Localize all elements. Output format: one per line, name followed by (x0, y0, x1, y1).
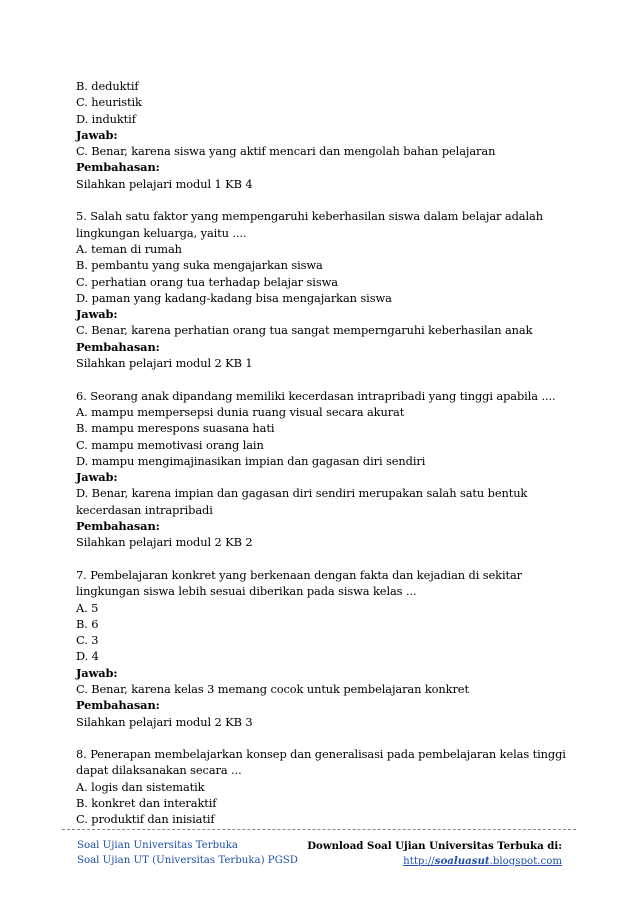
q8-option-b: B. konkret dan interaktif (76, 796, 217, 811)
q7-jawab: C. Benar, karena kelas 3 memang cocok untuk pembelajaran konkret (76, 681, 469, 696)
q8-option-c: C. produktif dan inisiatif (76, 812, 215, 827)
q4-pembahasan-label: Pembahasan: (76, 160, 160, 175)
footer-url-link[interactable] (403, 856, 562, 867)
q4-option-b: B. deduktif (76, 79, 139, 93)
q4-option-c: C. heuristik (76, 95, 142, 110)
document-body (76, 78, 576, 828)
q8-question-line-1: 8. Penerapan membelajarkan konsep dan generalisasi pada pembelajaran kelas tinggi (76, 747, 566, 762)
q7-jawab-label: Jawab: (76, 665, 118, 680)
footer-left-line-1[interactable]: Soal Ujian Universitas Terbuka (77, 840, 238, 851)
q4-pembahasan: Silahkan pelajari modul 1 KB 4 (76, 176, 253, 191)
q5-pembahasan-label: Pembahasan: (76, 339, 160, 354)
q6-question-line-1: 6. Seorang anak dipandang memiliki kecerdasan intrapribadi yang tinggi apabila .... (76, 388, 556, 403)
q7-option-d: D. 4 (76, 649, 99, 664)
footer-left-line-2[interactable]: Soal Ujian UT (Universitas Terbuka) PGSD (77, 854, 298, 866)
q6-option-d: D. mampu mengimajinasikan impian dan gagasan diri sendiri (76, 453, 426, 468)
q5-option-a: A. teman di rumah (76, 241, 182, 256)
q6-jawab-label: Jawab: (76, 470, 118, 485)
q4-jawab-label: Jawab: (76, 127, 118, 142)
q7-question-line-1: 7. Pembelajaran konkret yang berkenaan dengan fakta dan kejadian di sekitar (76, 567, 523, 582)
q6-jawab-line-1: D. Benar, karena impian dan gagasan diri sendiri merupakan salah satu bentuk (76, 486, 528, 501)
spacer (76, 551, 576, 567)
q7-pembahasan-label: Pembahasan: (76, 698, 160, 713)
q5-option-d: D. paman yang kadang-kadang bisa mengajarkan siswa (76, 290, 392, 305)
q6-option-a: A. mampu mempersepsi dunia ruang visual secara akurat (76, 404, 405, 419)
q7-option-a: A. 5 (76, 600, 99, 615)
q5-question-line-1: 5. Salah satu faktor yang mempengaruhi keberhasilan siswa dalam belajar adalah (76, 209, 543, 224)
q7-option-c: C. 3 (76, 633, 99, 648)
q6-pembahasan: Silahkan pelajari modul 2 KB 2 (76, 535, 253, 550)
footer-left (77, 839, 298, 868)
footer-download-text: Download Soal Ujian Universitas Terbuka di: (307, 840, 562, 852)
q4-option-d: D. induktif (76, 111, 136, 126)
q7-question-line-2: lingkungan siswa lebih sesuai diberikan pada siswa kelas ... (76, 584, 417, 599)
q5-option-c: C. perhatian orang tua terhadap belajar siswa (76, 274, 338, 289)
url-bold: soaluasut (434, 854, 490, 867)
q6-jawab-line-2: kecerdasan intrapribadi (76, 502, 213, 517)
spacer (76, 730, 576, 746)
spacer (76, 371, 576, 387)
spacer (76, 192, 576, 208)
q5-jawab: C. Benar, karena perhatian orang tua sangat memperngaruhi keberhasilan anak (76, 323, 533, 338)
q4-jawab: C. Benar, karena siswa yang aktif mencari dan mengolah bahan pelajaran (76, 144, 496, 159)
q5-question-line-2: lingkungan keluarga, yaitu .... (76, 225, 247, 240)
q8-question-line-2: dapat dilaksanakan secara ... (76, 763, 242, 778)
footer-divider (62, 829, 576, 830)
q6-option-b: B. mampu merespons suasana hati (76, 421, 275, 436)
q5-option-b: B. pembantu yang suka mengajarkan siswa (76, 258, 323, 273)
q5-pembahasan: Silahkan pelajari modul 2 KB 1 (76, 356, 253, 371)
q6-option-c: C. mampu memotivasi orang lain (76, 437, 264, 452)
footer-right (307, 839, 562, 869)
url-prefix: http:// (403, 855, 435, 867)
q6-pembahasan-label: Pembahasan: (76, 519, 160, 534)
url-suffix: .blogspot.com (489, 855, 562, 867)
q7-option-b: B. 6 (76, 616, 99, 631)
q5-jawab-label: Jawab: (76, 307, 118, 322)
q7-pembahasan: Silahkan pelajari modul 2 KB 3 (76, 714, 253, 729)
q8-option-a: A. logis dan sistematik (76, 779, 205, 794)
footer-url (307, 854, 562, 870)
